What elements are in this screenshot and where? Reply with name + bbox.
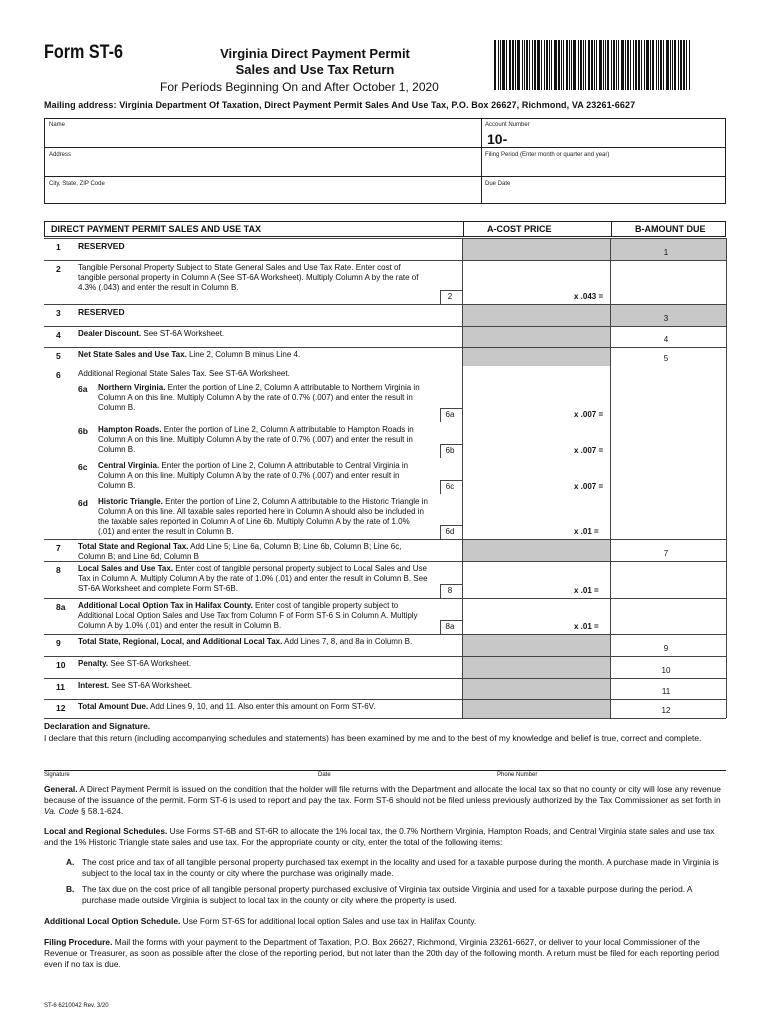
line-reference-number: 5 <box>663 354 669 363</box>
column-a-shaded-cell <box>463 635 610 656</box>
barcode-bar <box>529 40 530 90</box>
reference-box <box>440 444 462 458</box>
barcode-bar <box>591 40 593 90</box>
barcode-bar <box>666 40 669 90</box>
line-number: 6a <box>78 384 88 394</box>
line-reference-number: 7 <box>663 549 669 558</box>
barcode-bar <box>596 40 597 90</box>
barcode-bar <box>652 40 654 90</box>
barcode-bar <box>551 40 552 90</box>
barcode-bar <box>680 40 682 90</box>
line-description: Interest. See ST-6A Worksheet. <box>78 681 193 690</box>
barcode-bar <box>569 40 570 90</box>
barcode-bar <box>526 40 528 90</box>
local-text: Use Forms ST-6B and ST-6R to allocate the 1% local tax, the 0.7% Northern Virginia, Hampton Roads, and Central Virginia state sales and use tax and the 1% Historic Triangle state sales and use tax. For the appropriate county or city, enter the total of the following items: <box>44 826 715 847</box>
form-title-line1: Virginia Direct Payment Permit <box>220 46 410 61</box>
line-reference-number: 8a <box>445 622 455 631</box>
account-number-label: Account Number <box>485 122 530 128</box>
form-id: Form ST-6 <box>44 42 123 63</box>
barcode-bar <box>630 40 631 90</box>
taxpayer-info-box <box>44 118 726 204</box>
barcode-bar <box>625 40 626 90</box>
barcode-bar <box>672 40 673 90</box>
line-description: Penalty. See ST-6A Worksheet. <box>78 659 192 668</box>
form-footer: ST-6 6210042 Rev. 3/20 <box>44 1003 109 1009</box>
declaration-text: I declare that this return (including accompanying schedules and statements) has been examined by me and to the best of my knowledge and belief is true, correct and complete. <box>44 733 702 743</box>
barcode-bar <box>502 40 505 90</box>
line-number: 3 <box>56 308 61 318</box>
barcode-bar <box>618 40 619 90</box>
local-title: Local and Regional Schedules. <box>44 826 168 836</box>
rate-multiplier: x .007 = <box>574 410 604 419</box>
barcode-bar <box>554 40 557 90</box>
barcode-bar <box>558 40 560 90</box>
line-number: 2 <box>56 264 61 274</box>
line-number: 11 <box>56 682 65 692</box>
line-number: 8 <box>56 565 61 575</box>
line-number: 1 <box>56 242 61 252</box>
column-b-input[interactable] <box>611 261 726 304</box>
barcode-bar <box>544 40 545 90</box>
table-bottom-border <box>44 718 726 719</box>
barcode-bar <box>638 40 640 90</box>
item-b <box>66 884 726 906</box>
line-description: Central Virginia. Enter the portion of Line 2, Column A attributable to Central Virginia in Column A on this line. Multiply Column A by the rate of 0.7% (.007) and enter result in Column B. <box>98 461 409 490</box>
item-b-label: B. <box>66 884 75 894</box>
barcode-bar <box>509 40 511 90</box>
reference-box <box>440 525 462 539</box>
barcode <box>494 40 734 90</box>
barcode-bar <box>686 40 687 90</box>
barcode-bar <box>616 40 617 90</box>
line-description: Net State Sales and Use Tax. Line 2, Column B minus Line 4. <box>78 350 301 359</box>
line-number: 6d <box>78 498 88 508</box>
barcode-bar <box>541 40 542 90</box>
barcode-bar <box>498 40 499 90</box>
line-description: Hampton Roads. Enter the portion of Line 2, Column A attributable to Hampton Roads in Column A on this line. Multiply Column A by the rate of 0.7% (.007) and enter the result in Column B. <box>98 425 414 454</box>
barcode-bar <box>599 40 602 90</box>
line-reference-number: 4 <box>663 335 669 344</box>
barcode-bar <box>580 40 582 90</box>
barcode-bar <box>563 40 564 90</box>
barcode-bar <box>537 40 540 90</box>
column-b-input[interactable] <box>611 381 726 422</box>
city-state-zip-label: City, State, ZIP Code <box>49 181 105 187</box>
filing-text: Mail the forms with your payment to the Department of Taxation, P.O. Box 26627, Richmond, Virginia 23261-6627, or deliver to your local Commissioner of the Revenue or Treasurer, as soon as possible after the close of the reporting period, but not later than the 20th day of the following month. A return must be filed for each reporting period even if no tax is due. <box>44 937 720 969</box>
general-instructions <box>44 784 726 817</box>
line-description: RESERVED <box>78 241 125 251</box>
line-description: Tangible Personal Property Subject to State General Sales and Use Tax Rate. Enter cost of tangible personal property in Column A (See ST-6A Worksheet). Multiply Column A by the rate of 4.3% (.043) and enter the result in Column B. <box>78 263 419 292</box>
general-end: § 58.1-624. <box>78 806 124 816</box>
line-description: Historic Triangle. Enter the portion of Line 2, Column A attributable to the Historic Triangle in Column A on this line. All taxable sales reported here in Column A should also be included in the taxable sales reported in Column A of Line 6b. Multiply Column A by the rate of 1.0% (.01) and enter the result in Column B. <box>98 497 428 536</box>
barcode-bar <box>621 40 624 90</box>
line-number: 6c <box>78 462 88 472</box>
item-a-text: The cost price and tax of all tangible personal property purchased tax exempt in the locality and used for a taxable purpose during the month. A purchase made in Virginia is subject to the local tax in the county or city where the purchase was originally made. <box>82 857 719 878</box>
barcode-bar <box>646 40 649 90</box>
line-description: Total State, Regional, Local, and Additional Local Tax. Add Lines 7, 8, and 8a in Column B. <box>78 637 413 646</box>
form-title-line2: Sales and Use Tax Return <box>235 62 395 77</box>
barcode-bar <box>678 40 679 90</box>
line-reference-number: 3 <box>663 314 669 323</box>
barcode-bar <box>573 40 576 90</box>
due-date-label: Due Date <box>485 181 511 187</box>
column-a-shaded-cell <box>463 327 610 347</box>
barcode-bar <box>522 40 523 90</box>
column-b-input[interactable] <box>611 562 726 598</box>
barcode-bar <box>663 40 664 90</box>
reference-box <box>440 290 462 304</box>
table-right-border <box>726 238 727 718</box>
line-reference-number: 8 <box>447 586 453 595</box>
column-b-input[interactable] <box>611 495 726 539</box>
line-reference-number: 6a <box>445 410 455 419</box>
line-number: 8a <box>56 602 66 612</box>
barcode-bar <box>689 40 690 90</box>
column-b-input[interactable] <box>611 599 726 634</box>
rate-multiplier: x .007 = <box>574 482 604 491</box>
line-number: 12 <box>56 703 66 713</box>
barcode-bar <box>644 40 645 90</box>
barcode-bar <box>585 40 586 90</box>
barcode-bar <box>549 40 550 90</box>
rate-multiplier: x .01 = <box>574 622 599 631</box>
line-description: Northern Virginia. Enter the portion of Line 2, Column A attributable to Northern Virginia in Column A on this line. Multiply Column A by the rate of 0.7% (.007) and enter the result in Column B. <box>98 383 420 412</box>
reference-box <box>440 584 462 598</box>
general-text: A Direct Payment Permit is issued on the condition that the holder will file returns with the Department and allocate the local tax so that no county or city will lose any revenue because of the issuance of the permit. Form ST-6 is used to report and pay the tax. Form ST-6 should not be filed unless previously authorized by the Tax Commissioner as set forth in <box>44 784 721 805</box>
column-a-shaded-cell <box>463 700 610 718</box>
line-reference-number: 9 <box>663 644 669 653</box>
barcode-bar <box>561 40 562 90</box>
rate-multiplier: x .007 = <box>574 446 604 455</box>
barcode-bar <box>494 40 496 90</box>
barcode-bar <box>605 40 606 90</box>
line-description: Additional Local Option Tax in Halifax County. Enter cost of tangible property subject to Additional Local Option Sales and Use Tax from Column F of Form ST-6 S in Column A. Multiply Column A by 1.0% (.01) and enter the result in Column B. <box>78 601 418 630</box>
barcode-bar <box>658 40 659 90</box>
line-number: 5 <box>56 351 61 361</box>
barcode-bar <box>566 40 568 90</box>
barcode-bar <box>588 40 590 90</box>
barcode-bar <box>517 40 520 90</box>
barcode-bar <box>633 40 634 90</box>
barcode-bar <box>506 40 507 90</box>
barcode-bar <box>674 40 676 90</box>
item-b-text: The tax due on the cost price of all tangible personal property purchased exclusive of Virginia tax outside Virginia and used for a taxable purpose during the period. A purchase made outside Virginia is subject to local tax in the county or city where the property is used. <box>82 884 693 905</box>
barcode-bar <box>650 40 651 90</box>
barcode-bar <box>670 40 671 90</box>
rate-multiplier: x .01 = <box>574 527 599 536</box>
signature-line[interactable] <box>44 770 726 771</box>
column-a-shaded-cell <box>463 657 610 678</box>
line-reference-number: 6d <box>445 527 455 536</box>
barcode-bar <box>683 40 685 90</box>
reference-box <box>440 408 462 422</box>
date-label: Date <box>318 772 331 778</box>
barcode-bar <box>607 40 609 90</box>
mailing-address: Mailing address: Virginia Department Of Taxation, Direct Payment Permit Sales And Use Tax, P.O. Box 26627, Richmond, VA 23261-6627 <box>44 100 636 110</box>
barcode-bar <box>594 40 595 90</box>
line-reference-number: 11 <box>661 687 671 696</box>
line-description: Local Sales and Use Tax. Enter cost of tangible personal property subject to Local Sales and Use Tax in Column A. Multiply Column A by the rate of 1.0% (.01) and enter the result in Column B. See ST-6A Worksheet and complete Form ST-6B. <box>78 564 428 593</box>
line-description: Dealer Discount. See ST-6A Worksheet. <box>78 329 225 338</box>
general-cite: Va. Code <box>44 806 79 816</box>
signature-label: Signature <box>44 772 70 778</box>
filing-title: Filing Procedure. <box>44 937 113 947</box>
additional-local-option <box>44 916 726 927</box>
barcode-bar <box>660 40 662 90</box>
line-reference-number: 1 <box>663 248 669 257</box>
line-description: Total Amount Due. Add Lines 9, 10, and 11. Also enter this amount on Form ST-6V. <box>78 702 376 711</box>
line-number: 6b <box>78 426 88 436</box>
line-number: 10 <box>56 660 66 670</box>
account-number-field[interactable]: 10- <box>487 131 508 147</box>
barcode-bar <box>656 40 657 90</box>
name-label: Name <box>49 122 66 128</box>
local-schedules-instructions <box>44 826 726 848</box>
barcode-bar <box>578 40 579 90</box>
periods-note: For Periods Beginning On and After October 1, 2020 <box>160 80 439 94</box>
barcode-bar <box>571 40 572 90</box>
filing-period-label: Filing Period (Enter month or quarter and year) <box>485 152 610 158</box>
line-reference-number: 6b <box>445 446 455 455</box>
line-reference-number: 12 <box>661 706 671 715</box>
line-description: Total State and Regional Tax. Add Line 5; Line 6a, Column B; Line 6b, Column B; Line 6c, Column B; and Line 6d, Column B <box>78 542 402 561</box>
barcode-bar <box>635 40 637 90</box>
barcode-bar <box>641 40 642 90</box>
barcode-bar <box>512 40 514 90</box>
filing-procedure <box>44 937 726 970</box>
barcode-bar <box>546 40 548 90</box>
line-number: 6 <box>56 370 61 380</box>
line-number: 9 <box>56 638 61 648</box>
reference-box <box>440 620 462 634</box>
barcode-bar <box>532 40 533 90</box>
barcode-bar <box>613 40 615 90</box>
item-a <box>66 857 726 879</box>
line-reference-number: 10 <box>661 666 671 675</box>
reference-box <box>440 480 462 494</box>
phone-label: Phone Number <box>497 772 538 778</box>
line-number: 7 <box>56 543 61 553</box>
additional-text: Use Form ST-6S for additional local option Sales and use tax in Halifax County. <box>180 916 477 926</box>
column-b-header: B-AMOUNT DUE <box>635 224 706 234</box>
barcode-bar <box>583 40 584 90</box>
column-a-shaded-cell <box>463 540 610 561</box>
rate-multiplier: x .043 = <box>574 292 604 301</box>
column-a-shaded-cell <box>463 239 610 260</box>
barcode-bar <box>500 40 501 90</box>
column-b-input[interactable] <box>611 459 726 494</box>
column-a-shaded-cell <box>463 305 610 326</box>
barcode-bar <box>534 40 536 90</box>
table-header-main: DIRECT PAYMENT PERMIT SALES AND USE TAX <box>51 224 262 234</box>
line-number: 4 <box>56 330 61 340</box>
item-a-label: A. <box>66 857 75 867</box>
barcode-bar <box>603 40 604 90</box>
declaration-title: Declaration and Signature. <box>44 721 151 731</box>
column-a-input[interactable] <box>463 367 610 380</box>
rate-multiplier: x .01 = <box>574 586 599 595</box>
additional-title: Additional Local Option Schedule. <box>44 916 181 926</box>
column-a-header: A-COST PRICE <box>487 224 552 234</box>
column-a-shaded-cell <box>463 679 610 699</box>
barcode-bar <box>524 40 525 90</box>
barcode-bar <box>627 40 629 90</box>
general-title: General. <box>44 784 78 794</box>
line-description: RESERVED <box>78 307 125 317</box>
column-b-input[interactable] <box>611 423 726 458</box>
line-reference-number: 2 <box>447 292 453 301</box>
line-description: Additional Regional State Sales Tax. See ST-6A Worksheet. <box>78 369 290 378</box>
address-label: Address <box>49 152 72 158</box>
table-header <box>44 221 726 237</box>
line-reference-number: 6c <box>445 482 455 491</box>
barcode-bar <box>515 40 516 90</box>
barcode-bar <box>611 40 612 90</box>
column-a-shaded-cell <box>463 348 610 366</box>
